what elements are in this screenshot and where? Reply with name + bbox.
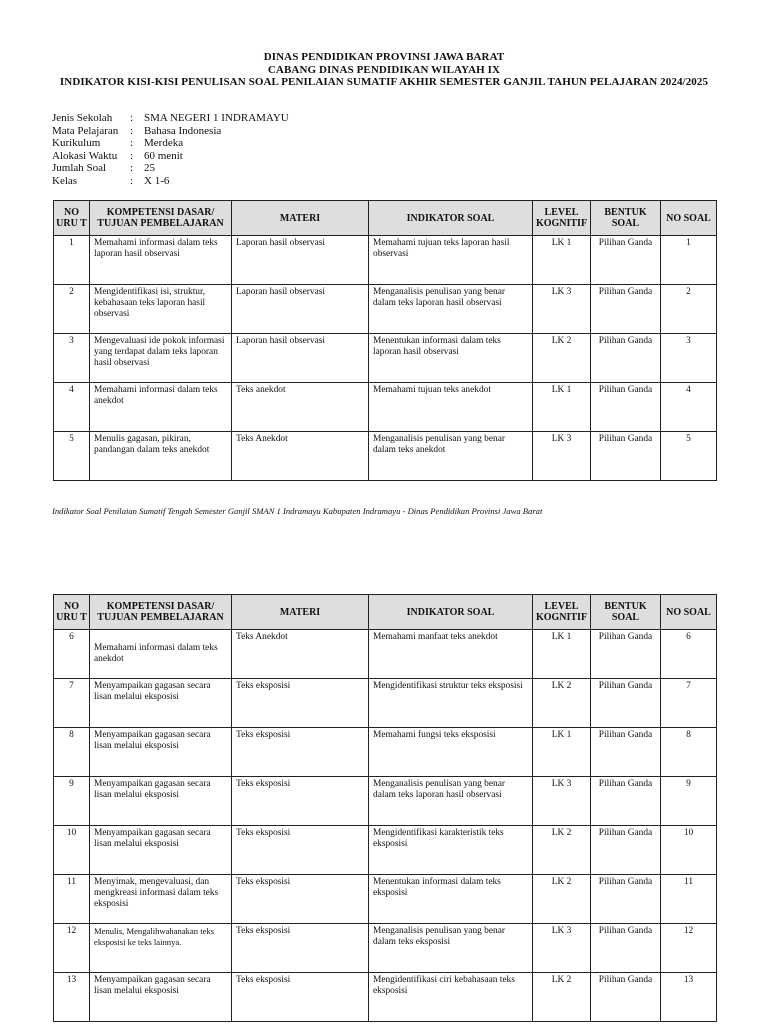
cell-materi: Laporan hasil observasi [232, 236, 369, 285]
cell-bentuk: Pilihan Ganda [591, 777, 661, 826]
cell-no-soal: 3 [661, 334, 717, 383]
cell-materi: Teks eksposisi [232, 924, 369, 973]
cell-indikator: Memahami tujuan teks anekdot [369, 383, 533, 432]
cell-no: 12 [54, 924, 90, 973]
table-header-row [54, 595, 717, 630]
cell-no: 10 [54, 826, 90, 875]
cell-level: LK 1 [533, 383, 591, 432]
indicator-table-2 [53, 594, 717, 1022]
cell-level: LK 2 [533, 826, 591, 875]
header-bentuk-soal: BENTUK SOAL [591, 201, 661, 236]
header-materi: MATERI [232, 595, 369, 630]
cell-indikator: Menganalisis penulisan yang benar dalam teks laporan hasil observasi [369, 777, 533, 826]
cell-no: 9 [54, 777, 90, 826]
info-row-mata-pelajaran: Mata Pelajaran : Bahasa Indonesia [52, 124, 222, 137]
cell-materi: Laporan hasil observasi [232, 334, 369, 383]
info-value: SMA NEGERI 1 INDRAMAYU [144, 112, 289, 124]
page-footer-note: Indikator Soal Penilaian Sumatif Tengah Semester Ganjil SMAN 1 Indramayu Kabupaten Indramayu - Dinas Pendidikan Provinsi Jawa Barat [52, 506, 543, 516]
cell-bentuk: Pilihan Ganda [591, 630, 661, 679]
cell-level: LK 2 [533, 334, 591, 383]
cell-kompetensi: Menyampaikan gagasan secara lisan melalui eksposisi [90, 777, 232, 826]
info-value: Bahasa Indonesia [144, 124, 222, 137]
cell-bentuk: Pilihan Ganda [591, 679, 661, 728]
cell-no-soal: 12 [661, 924, 717, 973]
cell-bentuk: Pilihan Ganda [591, 875, 661, 924]
info-value: Merdeka [144, 137, 184, 150]
cell-kompetensi: Menyampaikan gagasan secara lisan melalui eksposisi [90, 973, 232, 1022]
cell-indikator: Menganalisis penulisan yang benar dalam teks anekdot [369, 432, 533, 481]
cell-materi: Teks Anekdot [232, 432, 369, 481]
info-label: Alokasi Waktu [52, 149, 118, 162]
info-row-kurikulum: Kurikulum : Merdeka [52, 137, 184, 150]
header-bentuk-soal: BENTUK SOAL [591, 595, 661, 630]
info-label: Jumlah Soal [52, 162, 107, 175]
table-row [54, 973, 717, 1022]
cell-level: LK 2 [533, 973, 591, 1022]
cell-no: 13 [54, 973, 90, 1022]
table-row [54, 679, 717, 728]
cell-materi: Teks eksposisi [232, 875, 369, 924]
table-row [54, 728, 717, 777]
cell-bentuk: Pilihan Ganda [591, 924, 661, 973]
cell-no-soal: 5 [661, 432, 717, 481]
header-line-2: CABANG DINAS PENDIDIKAN WILAYAH IX [267, 63, 501, 76]
header-line-3: INDIKATOR KISI-KISI PENULISAN SOAL PENILAIAN SUMATIF AKHIR SEMESTER GANJIL TAHUN PELAJARAN 2024/2025 [59, 76, 709, 88]
table-row [54, 630, 717, 679]
info-row-jenis-sekolah: Jenis Sekolah : SMA NEGERI 1 INDRAMAYU [52, 112, 289, 124]
cell-indikator: Menganalisis penulisan yang benar dalam teks laporan hasil observasi [369, 285, 533, 334]
header-indikator-soal: INDIKATOR SOAL [369, 201, 533, 236]
header-line-1: DINAS PENDIDIKAN PROVINSI JAWA BARAT [263, 51, 505, 63]
header-no-soal: NO SOAL [661, 201, 717, 236]
header-level-kognitif: LEVEL KOGNITIF [533, 595, 591, 630]
cell-no: 7 [54, 679, 90, 728]
info-label: Kelas [52, 174, 78, 187]
header-materi: MATERI [232, 201, 369, 236]
cell-no: 6 [54, 630, 90, 679]
cell-indikator: Memahami manfaat teks anekdot [369, 630, 533, 679]
info-value: X 1-6 [144, 174, 170, 187]
cell-no: 8 [54, 728, 90, 777]
cell-indikator: Mengidentifikasi karakteristik teks eksposisi [369, 826, 533, 875]
cell-no-soal: 10 [661, 826, 717, 875]
cell-indikator: Memahami tujuan teks laporan hasil observasi [369, 236, 533, 285]
cell-materi: Teks eksposisi [232, 728, 369, 777]
table-row [54, 777, 717, 826]
cell-kompetensi: Memahami informasi dalam teks anekdot [90, 630, 232, 679]
cell-kompetensi: Menulis, Mengalihwahanakan teks eksposisi ke teks lainnya. [90, 924, 232, 973]
info-value: 60 menit [144, 149, 183, 162]
info-row-jumlah-soal: Jumlah Soal : 25 [52, 162, 155, 175]
cell-indikator: Memahami fungsi teks eksposisi [369, 728, 533, 777]
info-value: 25 [144, 162, 155, 175]
cell-no: 3 [54, 334, 90, 383]
cell-level: LK 1 [533, 630, 591, 679]
cell-no-soal: 6 [661, 630, 717, 679]
cell-kompetensi: Memahami informasi dalam teks anekdot [90, 383, 232, 432]
table-row [54, 236, 717, 285]
header-kompetensi-dasar: KOMPETENSI DASAR/ TUJUAN PEMBELAJARAN [90, 595, 232, 630]
cell-no-soal: 8 [661, 728, 717, 777]
cell-bentuk: Pilihan Ganda [591, 728, 661, 777]
cell-kompetensi: Menulis gagasan, pikiran, pandangan dalam teks anekdot [90, 432, 232, 481]
cell-materi: Teks eksposisi [232, 826, 369, 875]
table-row [54, 383, 717, 432]
cell-bentuk: Pilihan Ganda [591, 826, 661, 875]
cell-materi: Teks eksposisi [232, 777, 369, 826]
indicator-table-1 [53, 200, 717, 481]
table-row [54, 334, 717, 383]
table-header-row [54, 201, 717, 236]
table-row [54, 826, 717, 875]
cell-level: LK 3 [533, 432, 591, 481]
header-indikator-soal: INDIKATOR SOAL [369, 595, 533, 630]
info-row-alokasi-waktu: Alokasi Waktu : 60 menit [52, 149, 183, 162]
cell-no: 4 [54, 383, 90, 432]
info-label: Kurikulum [52, 137, 101, 150]
cell-kompetensi: Mengidentifikasi isi, struktur, kebahasaan teks laporan hasil observasi [90, 285, 232, 334]
header-no-soal: NO SOAL [661, 595, 717, 630]
info-row-kelas: Kelas : X 1-6 [52, 174, 170, 187]
cell-bentuk: Pilihan Ganda [591, 383, 661, 432]
cell-materi: Laporan hasil observasi [232, 285, 369, 334]
cell-materi: Teks eksposisi [232, 973, 369, 1022]
cell-level: LK 3 [533, 924, 591, 973]
cell-no-soal: 1 [661, 236, 717, 285]
cell-indikator: Mengidentifikasi struktur teks eksposisi [369, 679, 533, 728]
cell-no-soal: 4 [661, 383, 717, 432]
cell-level: LK 1 [533, 236, 591, 285]
cell-kompetensi: Menyampaikan gagasan secara lisan melalui eksposisi [90, 826, 232, 875]
cell-no-soal: 7 [661, 679, 717, 728]
cell-kompetensi: Menyimak, mengevaluasi, dan mengkreasi informasi dalam teks eksposisi [90, 875, 232, 924]
cell-no: 2 [54, 285, 90, 334]
cell-no-soal: 13 [661, 973, 717, 1022]
header-no-urut: NO URU T [54, 201, 90, 236]
cell-bentuk: Pilihan Ganda [591, 334, 661, 383]
table-row [54, 924, 717, 973]
cell-bentuk: Pilihan Ganda [591, 432, 661, 481]
cell-no-soal: 2 [661, 285, 717, 334]
cell-indikator: Mengidentifikasi ciri kebahasaan teks eksposisi [369, 973, 533, 1022]
cell-no-soal: 11 [661, 875, 717, 924]
cell-materi: Teks Anekdot [232, 630, 369, 679]
cell-level: LK 1 [533, 728, 591, 777]
info-label: Jenis Sekolah [52, 112, 113, 124]
cell-no: 1 [54, 236, 90, 285]
cell-no: 11 [54, 875, 90, 924]
cell-kompetensi: Mengevaluasi ide pokok informasi yang terdapat dalam teks laporan hasil observasi [90, 334, 232, 383]
cell-kompetensi: Memahami informasi dalam teks laporan hasil observasi [90, 236, 232, 285]
header-level-kognitif: LEVEL KOGNITIF [533, 201, 591, 236]
cell-indikator: Menentukan informasi dalam teks eksposisi [369, 875, 533, 924]
info-label: Mata Pelajaran [52, 124, 119, 137]
cell-materi: Teks anekdot [232, 383, 369, 432]
cell-level: LK 3 [533, 777, 591, 826]
cell-kompetensi: Menyampaikan gagasan secara lisan melalui eksposisi [90, 728, 232, 777]
cell-no: 5 [54, 432, 90, 481]
cell-bentuk: Pilihan Ganda [591, 285, 661, 334]
cell-level: LK 2 [533, 679, 591, 728]
cell-no-soal: 9 [661, 777, 717, 826]
header-no-urut: NO URU T [54, 595, 90, 630]
school-info [52, 112, 289, 188]
document-header [0, 51, 768, 89]
cell-bentuk: Pilihan Ganda [591, 236, 661, 285]
cell-indikator: Menentukan informasi dalam teks laporan hasil observasi [369, 334, 533, 383]
table-row [54, 285, 717, 334]
cell-materi: Teks eksposisi [232, 679, 369, 728]
cell-bentuk: Pilihan Ganda [591, 973, 661, 1022]
header-kompetensi-dasar: KOMPETENSI DASAR/ TUJUAN PEMBELAJARAN [90, 201, 232, 236]
table-row [54, 875, 717, 924]
cell-indikator: Menganalisis penulisan yang benar dalam teks eksposisi [369, 924, 533, 973]
table-row [54, 432, 717, 481]
cell-level: LK 2 [533, 875, 591, 924]
cell-kompetensi: Menyampaikan gagasan secara lisan melalui eksposisi [90, 679, 232, 728]
cell-level: LK 3 [533, 285, 591, 334]
